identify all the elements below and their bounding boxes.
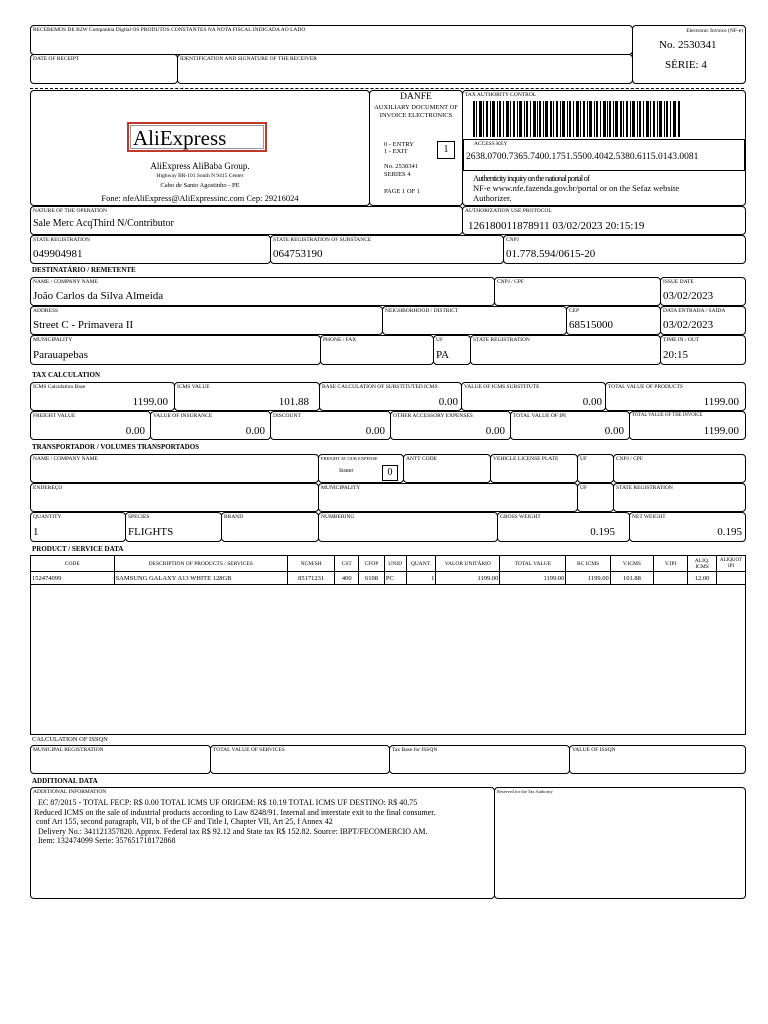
cell-cst: 400: [335, 572, 359, 585]
carrier-uf-label: UF: [580, 485, 588, 491]
cep-value: 68515000: [569, 319, 613, 331]
gross-weight-value: 0.195: [590, 526, 615, 538]
quantity-box: [30, 512, 126, 542]
other-expenses-label: OTHER ACCESSORY EXPENSES: [393, 413, 473, 419]
carrier-address-label: ENDEREÇO: [33, 485, 63, 491]
protocol-label: AUTHORIZATION USE PROTOCOL: [465, 208, 552, 214]
entry-date-box: [660, 306, 746, 335]
issqn-value-box: [569, 745, 746, 774]
base-sub-label: BASE CALCULATION OF SUBSTITUTED ICMS: [322, 384, 438, 390]
col-cfop: CFOP: [359, 556, 385, 572]
neighborhood-box: [382, 306, 567, 335]
cnpj-value: 01.778.594/0615-20: [506, 248, 596, 260]
transport-cnpj-box: [613, 454, 746, 483]
state-reg-sub-label: STATE REGISTRATION OF SUBSTANCE: [273, 237, 372, 243]
products-table: [30, 555, 746, 585]
uf-label: UF: [436, 337, 444, 343]
ipi-box: [510, 411, 630, 440]
col-unit-value: VALOR UNITÁRIO: [436, 556, 500, 572]
access-key-label: ACCESS KEY: [474, 141, 508, 147]
tax-control-box: [462, 90, 746, 206]
icms-base-box: [30, 382, 175, 411]
issue-date-value: 03/02/2023: [663, 290, 714, 302]
cep-label: CEP: [569, 308, 580, 314]
antt-label: ANTT CODE: [406, 456, 437, 462]
cell-total-value: 1199.00: [500, 572, 566, 585]
invoice-total-box: [629, 411, 746, 440]
carrier-uf-box: [577, 483, 614, 512]
cell-bc-icms: 1199.00: [566, 572, 610, 585]
aliexpress-logo: [127, 122, 267, 152]
total-products-value: 1199.00: [703, 396, 739, 408]
col-quant: QUANT.: [406, 556, 436, 572]
cell-aliq-icms: 12.00: [688, 572, 717, 585]
signature-box: [177, 54, 633, 84]
municipal-reg-box: [30, 745, 211, 774]
protocol-value: 126180011878911 03/02/2023 20:15:19: [468, 220, 645, 232]
phone-box: [320, 335, 434, 365]
state-reg-sub-value: 064753190: [273, 248, 323, 260]
cnpj-label: CNPJ: [506, 237, 519, 243]
col-aliq-ipi: ALIQUOT IPI: [717, 556, 746, 572]
col-code: CODE: [31, 556, 115, 572]
date-of-receipt-label: DATE OF RECEIPT: [33, 56, 80, 62]
species-box: [125, 512, 222, 542]
icms-sub-label: VALUE OF ICMS SUBSTITUTE: [464, 384, 540, 390]
transport-uf-label: UF: [580, 456, 588, 462]
services-total-label: TOTAL VALUE OF SERVICES: [213, 747, 285, 753]
freight-mode-box: [318, 454, 404, 483]
time-value: 20:15: [663, 349, 689, 361]
additional-line-2: Reduced ICMS on the sale of industrial products according to Law 8248/91. Internal and interstate exit to the final consumer.: [34, 807, 436, 817]
additional-section-title: ADDITIONAL DATA: [32, 777, 98, 785]
time-label: TIME IN / OUT: [663, 337, 700, 343]
invoice-total-label: TOTAL VALUE OF THE INVOICE: [632, 413, 703, 418]
additional-line-5: Item: 132474099 Serie: 357651718172868: [38, 836, 176, 845]
tax-section-title: TAX CALCULATION: [32, 371, 100, 379]
reserved-box: [494, 787, 746, 899]
total-products-label: TOTAL VALUE OF PRODUCTS: [608, 384, 683, 390]
numbering-box: [318, 512, 498, 542]
additional-line-1: EC 87/2015 - TOTAL FECP: R$ 0.00 TOTAL ICMS UF ORIGEM: R$ 10.19 TOTAL ICMS UF DESTINO: R$ 40.75: [38, 798, 418, 807]
freight-mode-label: FREIGHT AT OUR EXPENSE: [321, 456, 378, 461]
numbering-label: NUMBERING: [321, 514, 355, 520]
municipality-value: Parauapebas: [33, 349, 88, 361]
icms-value-box: [174, 382, 320, 411]
col-total-value: TOTAL VALUE: [500, 556, 566, 572]
icms-sub-value: 0.00: [582, 396, 602, 408]
icms-base-label: ICMS Calculation Base: [33, 384, 86, 390]
icms-sub-box: [461, 382, 606, 411]
base-sub-box: [319, 382, 462, 411]
freight-value: 0.00: [125, 425, 145, 437]
icms-value-label: ICMS VALUE: [177, 384, 210, 390]
discount-label: DISCOUNT: [273, 413, 301, 419]
invoice-total-value: 1199.00: [703, 425, 739, 437]
auth-line-2: NF-e www.nfe.fazenda.gov.br/portal or on the Sefaz website: [473, 183, 680, 193]
discount-value: 0.00: [365, 425, 385, 437]
issuer-box: [30, 90, 370, 206]
cep-box: [566, 306, 661, 335]
nature-label: NATURE OF THE OPERATION: [33, 208, 107, 214]
ipi-value: 0.00: [604, 425, 624, 437]
danfe-page: PAGE 1 OF 1: [384, 188, 421, 195]
issqn-value-label: VALUE OF ISSQN: [572, 747, 616, 753]
insurance-value: 0.00: [245, 425, 265, 437]
barcode-icon: [473, 101, 683, 137]
recipient-state-reg-label: STATE REGISTRATION: [473, 337, 530, 343]
logo-text: AliExpress: [133, 126, 227, 150]
einvoice-box: [632, 25, 746, 84]
cell-description: SAMSUNG GALAXY A13 WHITE 128GB: [114, 572, 287, 585]
issqn-base-label: Tax Base for ISSQN: [392, 747, 438, 753]
danfe-number: No. 2530341: [384, 163, 418, 170]
discount-box: [270, 411, 391, 440]
insurance-label: VALUE OF INSURANCE: [153, 413, 213, 419]
danfe-type-value: 1: [437, 141, 455, 159]
net-weight-box: [629, 512, 746, 542]
carrier-name-box: [30, 454, 319, 483]
nature-box: [30, 206, 463, 235]
recipient-cnpj-label: CNPJ / CPF: [497, 279, 524, 285]
antt-box: [403, 454, 491, 483]
address-box: [30, 306, 383, 335]
tax-control-label: TAX AUTHORITY CONTROL: [465, 92, 537, 98]
entry-date-label: DATA ENTRADA / SAÍDA: [663, 308, 726, 314]
entry-date-value: 03/02/2023: [663, 319, 714, 331]
recipient-state-reg-box: [470, 335, 661, 365]
auth-line-3: Authorizer.: [473, 193, 512, 203]
issuer-name: AliExpress AliBaba Group.: [150, 161, 250, 171]
col-cst: CST: [335, 556, 359, 572]
issuer-contact: Fone: nfeAliExpress@AliExpressinc.com Cep: 29216024: [101, 193, 299, 203]
danfe-exit: 1 - EXIT: [384, 148, 408, 155]
cell-quant: 1: [406, 572, 436, 585]
gross-weight-label: GROSS WEIGHT: [500, 514, 541, 520]
net-weight-label: NET WEIGHT: [632, 514, 666, 520]
brand-label: BRAND: [224, 514, 244, 520]
col-v-ipi: V.IPI: [654, 556, 688, 572]
carrier-state-reg-label: STATE REGISTRATION: [616, 485, 673, 491]
transport-section-title: TRANSPORTADOR / VOLUMES TRANSPORTADOS: [32, 443, 200, 451]
cell-unid: PC: [384, 572, 406, 585]
cell-aliq-ipi: [717, 572, 746, 585]
recipient-name-box: [30, 277, 495, 306]
danfe-entry: 0 - ENTRY: [384, 141, 414, 148]
cut-line: [30, 88, 744, 89]
col-v-icms: V.ICMS: [610, 556, 653, 572]
danfe-title: DANFE: [400, 92, 432, 102]
issue-date-label: ISSUE DATE: [663, 279, 694, 285]
additional-line-3: conf Art 155, second paragraph, VII, b of the CF and Title I, Chapter VII, Art 25, f Annex 42: [36, 817, 333, 826]
other-expenses-box: [390, 411, 511, 440]
additional-info-label: ADDITIONAL INFORMATION: [33, 789, 107, 795]
species-label: SPECIES: [128, 514, 150, 520]
issuer-city: Cabo de Santo Agostinho - PE: [160, 182, 240, 189]
receipt-text-box: [30, 25, 633, 55]
issqn-base-box: [389, 745, 570, 774]
transport-uf-box: [577, 454, 614, 483]
species-value: FLIGHTS: [128, 526, 174, 538]
access-key-value: 2638.0700.7365.7400.1751.5500.4042.5380.6115.0143.0081: [466, 152, 699, 162]
freight-box: [30, 411, 151, 440]
cnpj-box: [503, 235, 746, 264]
col-unid: UNID: [384, 556, 406, 572]
recipient-section-title: DESTINATÁRIO / REMETENTE: [32, 266, 136, 274]
table-row: [31, 572, 746, 585]
uf-value: PA: [436, 349, 450, 361]
protocol-box: [462, 206, 746, 235]
issue-date-box: [660, 277, 746, 306]
gross-weight-box: [497, 512, 630, 542]
cell-ncm: 85171231: [287, 572, 334, 585]
time-box: [660, 335, 746, 365]
receipt-number: No. 2530341: [659, 39, 717, 51]
date-of-receipt-box: [30, 54, 178, 84]
receipt-serie: SÉRIE: 4: [665, 59, 707, 71]
issqn-section-title: CALCULATION OF ISSQN: [32, 736, 108, 743]
recipient-cnpj-box: [494, 277, 661, 306]
col-aliq-icms: ALIQ. ICMS: [688, 556, 717, 572]
reserved-label: Reserved for the Tax Authority: [497, 789, 553, 794]
recipient-name-value: João Carlos da Silva Almeida: [33, 290, 164, 302]
products-section-title: PRODUCT / SERVICE DATA: [32, 545, 124, 553]
issuer-address: Highway BR-101 South N 9415 Center: [156, 173, 244, 179]
cell-v-ipi: [654, 572, 688, 585]
col-bc-icms: BC ICMS: [566, 556, 610, 572]
cell-cfop: 6108: [359, 572, 385, 585]
insurance-box: [150, 411, 271, 440]
einvoice-label: Electronic Invoice (NF-e): [686, 28, 743, 34]
additional-info-box: [30, 787, 495, 899]
danfe-subtitle: AUXILIARY DOCUMENT OF INVOICE ELECTRONICS: [374, 104, 458, 119]
other-expenses-value: 0.00: [485, 425, 505, 437]
carrier-municipality-box: [318, 483, 578, 512]
cell-unit-value: 1199.00: [436, 572, 500, 585]
carrier-address-box: [30, 483, 319, 512]
municipal-reg-label: MUNICIPAL REGISTRATION: [33, 747, 104, 753]
plate-label: VEHICLE LICENSE PLATE: [493, 456, 559, 462]
auth-line-1: Authenticity inquiry on the national portal of: [473, 173, 590, 183]
address-label: ADDRESS: [33, 308, 59, 314]
signature-label: IDENTIFICATION AND SIGNATURE OF THE RECEIVER: [180, 56, 317, 62]
total-products-box: [605, 382, 746, 411]
base-sub-value: 0.00: [438, 396, 458, 408]
plate-box: [490, 454, 578, 483]
ipi-label: TOTAL VALUE OF IPI: [513, 413, 566, 419]
col-ncm: NCM/SH: [287, 556, 334, 572]
state-reg-box: [30, 235, 271, 264]
danfe-series: SERIES 4: [384, 171, 411, 178]
address-value: Street C - Primavera II: [33, 319, 134, 331]
nature-value: Sale Merc AcqThird N/Contributor: [33, 218, 174, 229]
municipality-box: [30, 335, 321, 365]
products-header-row: [31, 556, 746, 572]
carrier-state-reg-box: [613, 483, 746, 512]
quantity-label: QUANTITY: [33, 514, 62, 520]
recipient-name-label: NAME / COMPANY NAME: [33, 279, 98, 285]
col-description: DESCRIPTION OF PRODUCTS / SERVICES: [114, 556, 287, 572]
freight-mode-value: 0: [382, 465, 398, 481]
net-weight-value: 0.195: [717, 526, 742, 538]
issuer-label: Issuer: [339, 468, 354, 474]
cell-v-icms: 101.88: [610, 572, 653, 585]
carrier-municipality-label: MUNICIPALITY: [321, 485, 361, 491]
access-key-box: [463, 139, 745, 171]
carrier-name-label: NAME / COMPANY NAME: [33, 456, 98, 462]
quantity-value: 1: [33, 526, 39, 538]
icms-value-value: 101.88: [278, 396, 309, 408]
phone-label: PHONE / FAX: [323, 337, 357, 343]
state-reg-label: STATE REGISTRATION: [33, 237, 90, 243]
receipt-text: RECEBEMOS DE B2W Companhia Digital OS PRODUTOS CONSTANTES NA NOTA FISCAL INDICADA AO LADO: [33, 27, 306, 33]
cell-code: 152474099: [31, 572, 115, 585]
services-total-box: [210, 745, 390, 774]
additional-line-4: Delivery No.: 341121357820. Approx. Federal tax R$ 92.12 and State tax R$ 152.82. Source: IBPT/FECOMERCIO AM.: [38, 826, 428, 836]
state-reg-sub-box: [270, 235, 504, 264]
uf-box: [433, 335, 471, 365]
transport-cnpj-label: CNPJ / CPF: [616, 456, 643, 462]
icms-base-value: 1199.00: [132, 396, 168, 408]
brand-box: [221, 512, 319, 542]
neighborhood-label: NEIGHBORHOOD / DISTRICT: [385, 308, 459, 314]
freight-label: FREIGHT VALUE: [33, 413, 76, 419]
danfe-box: [369, 90, 463, 206]
municipality-label: MUNICIPALITY: [33, 337, 73, 343]
state-reg-value: 049904981: [33, 248, 83, 260]
